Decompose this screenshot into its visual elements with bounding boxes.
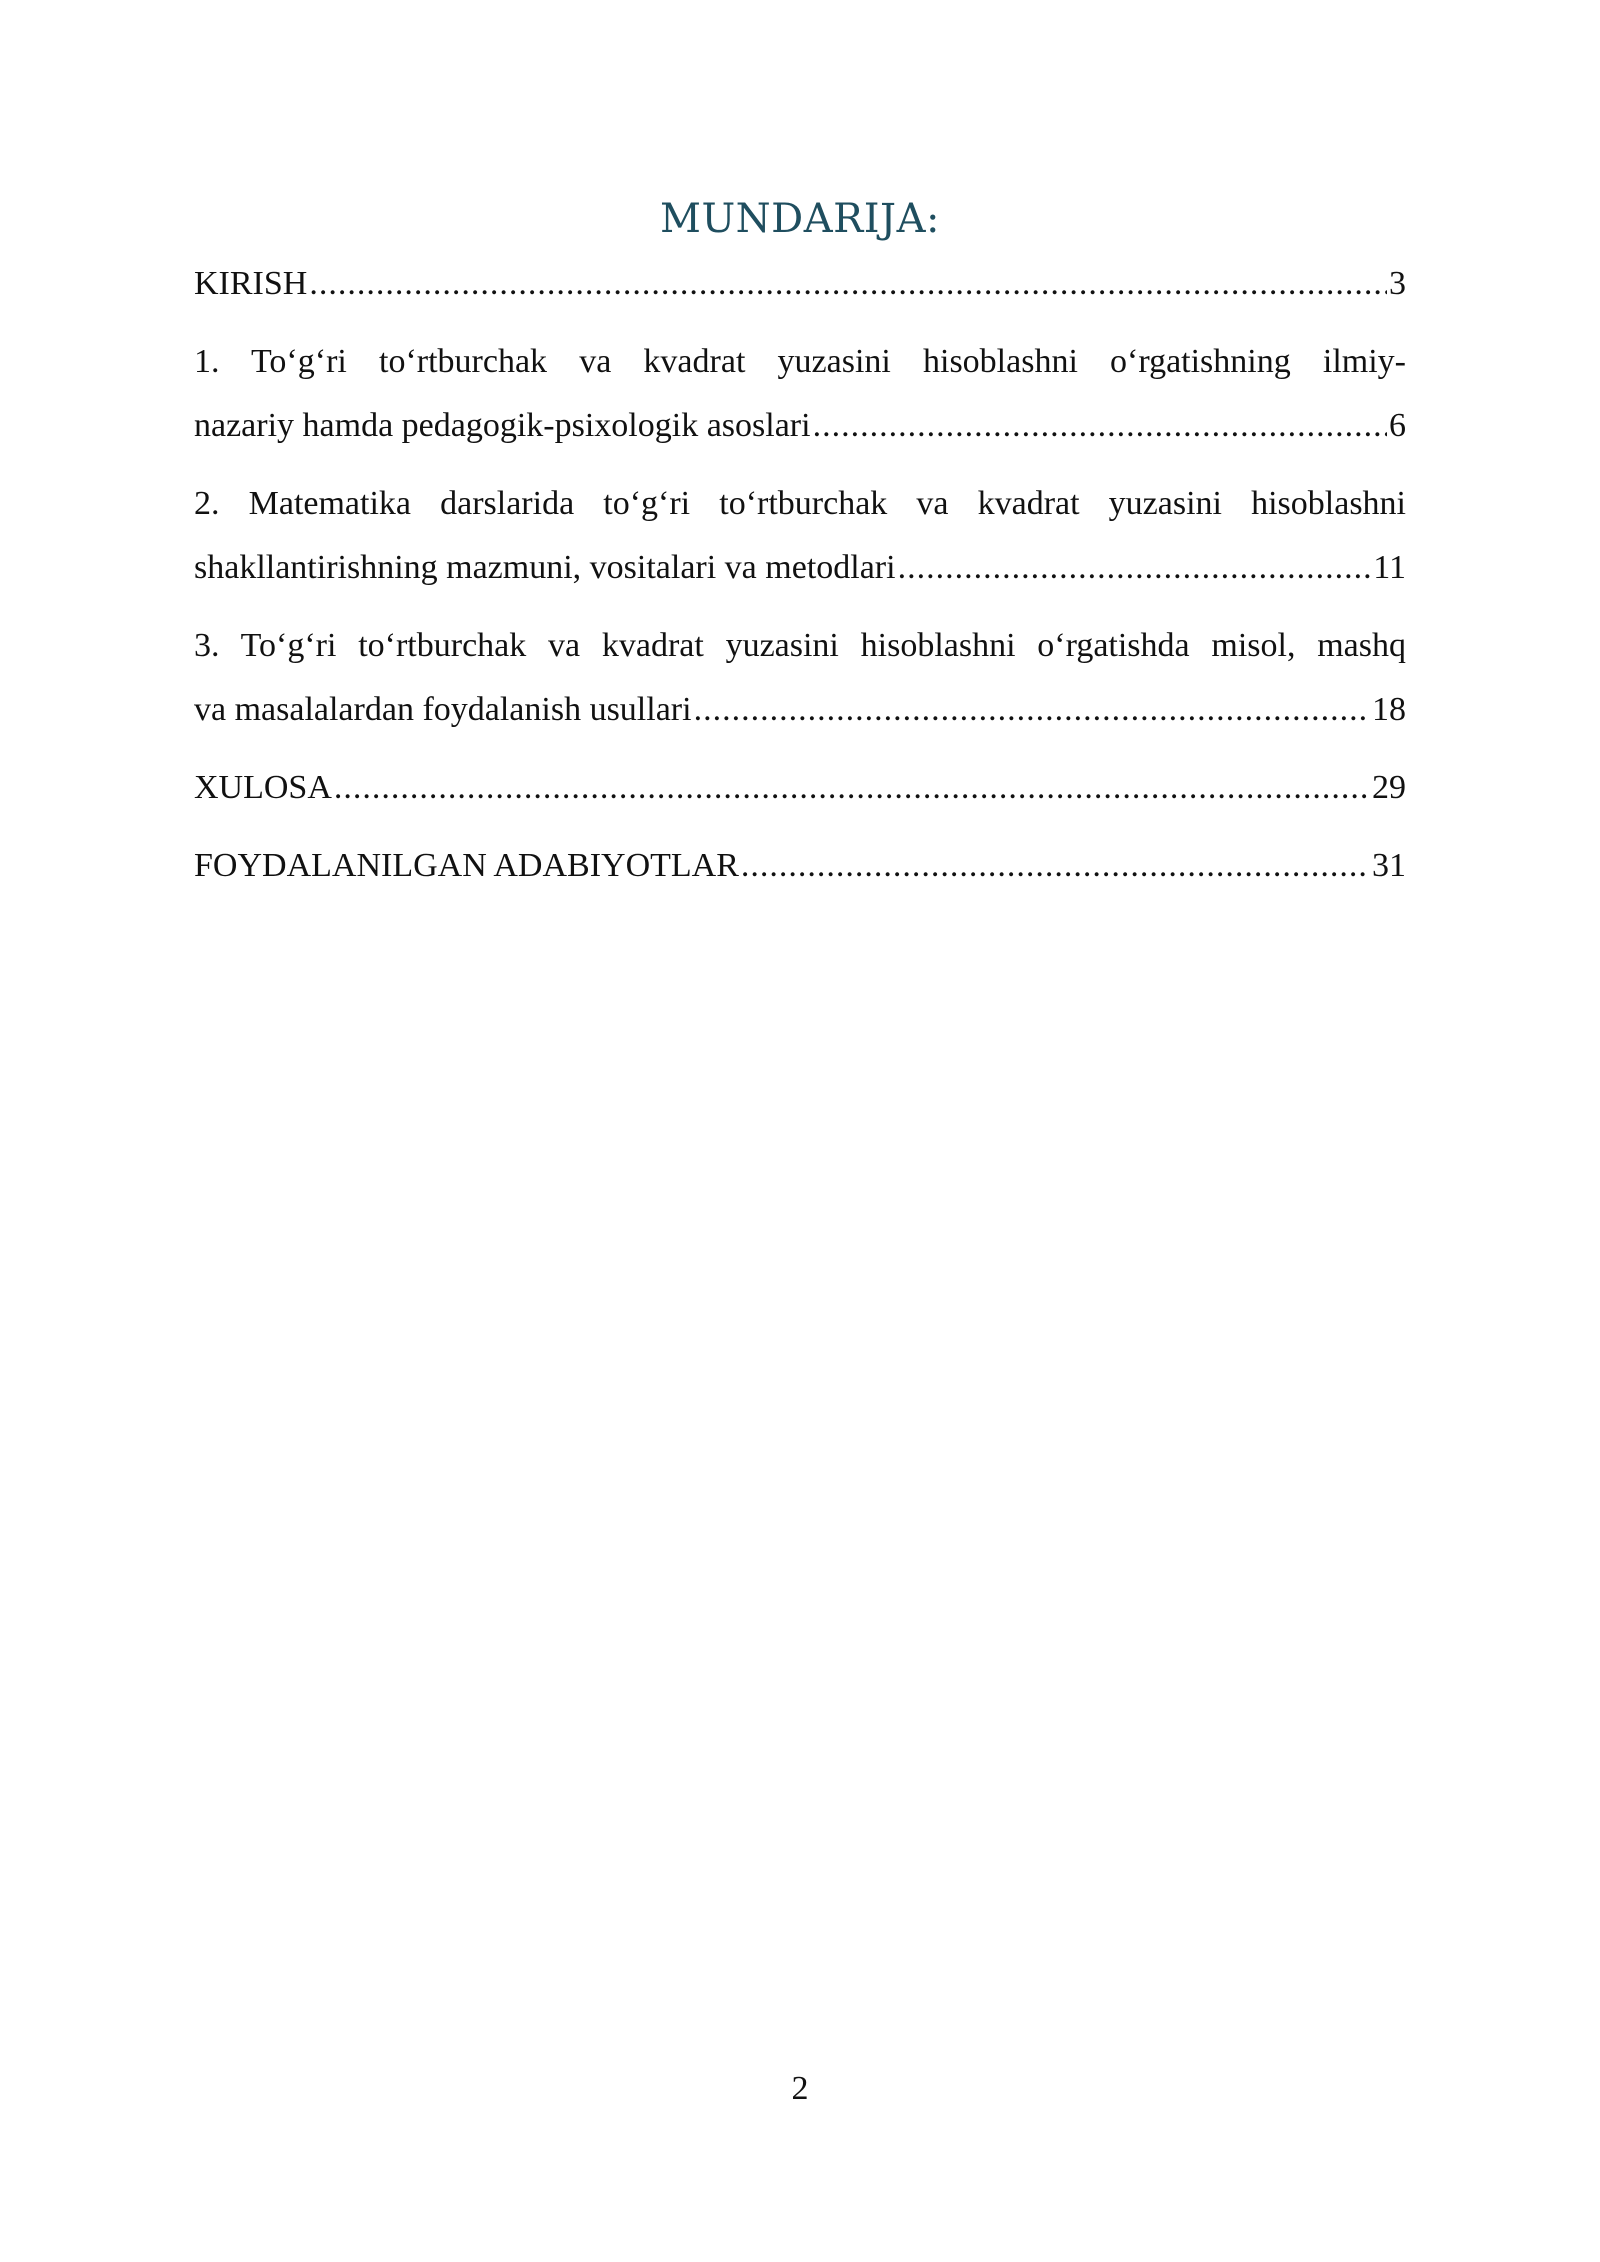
toc-entry-title-line-1: 1. To‘g‘ri to‘rtburchak va kvadrat yuzasini hisoblashni o‘rgatishning ilmiy- bbox=[194, 343, 1406, 380]
toc-line bbox=[194, 834, 1406, 898]
toc-entry-title-line-2: nazariy hamda pedagogik-psixologik asoslari bbox=[194, 407, 811, 444]
toc-entry-title-line-2: va masalalardan foydalanish usullari bbox=[194, 691, 692, 728]
toc-entry-xulosa[interactable] bbox=[194, 756, 1406, 820]
toc-line bbox=[194, 678, 1406, 742]
toc-entry-title: XULOSA bbox=[194, 769, 332, 806]
toc-entry-title: KIRISH bbox=[194, 265, 308, 302]
toc-line bbox=[194, 394, 1406, 458]
toc-line bbox=[194, 756, 1406, 820]
toc-entry-section-2[interactable] bbox=[194, 472, 1406, 600]
dot-leader bbox=[334, 756, 1370, 820]
toc-page-number: 6 bbox=[1389, 407, 1406, 444]
toc-entry-title: FOYDALANILGAN ADABIYOTLAR bbox=[194, 847, 739, 884]
toc-entry-title-line-2: shakllantirishning mazmuni, vositalari va metodlari bbox=[194, 549, 896, 586]
toc-entry-title-line-1: 2. Matematika darslarida to‘g‘ri to‘rtburchak va kvadrat yuzasini hisoblashni bbox=[194, 485, 1406, 522]
toc-page-number: 3 bbox=[1389, 265, 1406, 302]
toc-line bbox=[194, 536, 1406, 600]
toc-line bbox=[194, 252, 1406, 316]
toc-page-number: 18 bbox=[1372, 691, 1406, 728]
page-number-footer: 2 bbox=[791, 2070, 809, 2107]
dot-leader bbox=[898, 536, 1372, 600]
toc-page-number: 11 bbox=[1373, 549, 1406, 586]
toc-entry-adabiyotlar[interactable] bbox=[194, 834, 1406, 898]
dot-leader bbox=[309, 252, 1387, 316]
dot-leader bbox=[694, 678, 1370, 742]
toc-page-number: 31 bbox=[1372, 847, 1406, 884]
toc-page-number: 29 bbox=[1372, 769, 1406, 806]
toc-title: MUNDARIJA: bbox=[660, 196, 940, 242]
table-of-contents bbox=[194, 252, 1406, 912]
dot-leader bbox=[813, 394, 1387, 458]
toc-entry-kirish[interactable] bbox=[194, 252, 1406, 316]
dot-leader bbox=[741, 834, 1370, 898]
toc-entry-section-3[interactable] bbox=[194, 614, 1406, 742]
toc-entry-section-1[interactable] bbox=[194, 330, 1406, 458]
toc-entry-title-line-1: 3. To‘g‘ri to‘rtburchak va kvadrat yuzasini hisoblashni o‘rgatishda misol, mashq bbox=[194, 627, 1406, 664]
